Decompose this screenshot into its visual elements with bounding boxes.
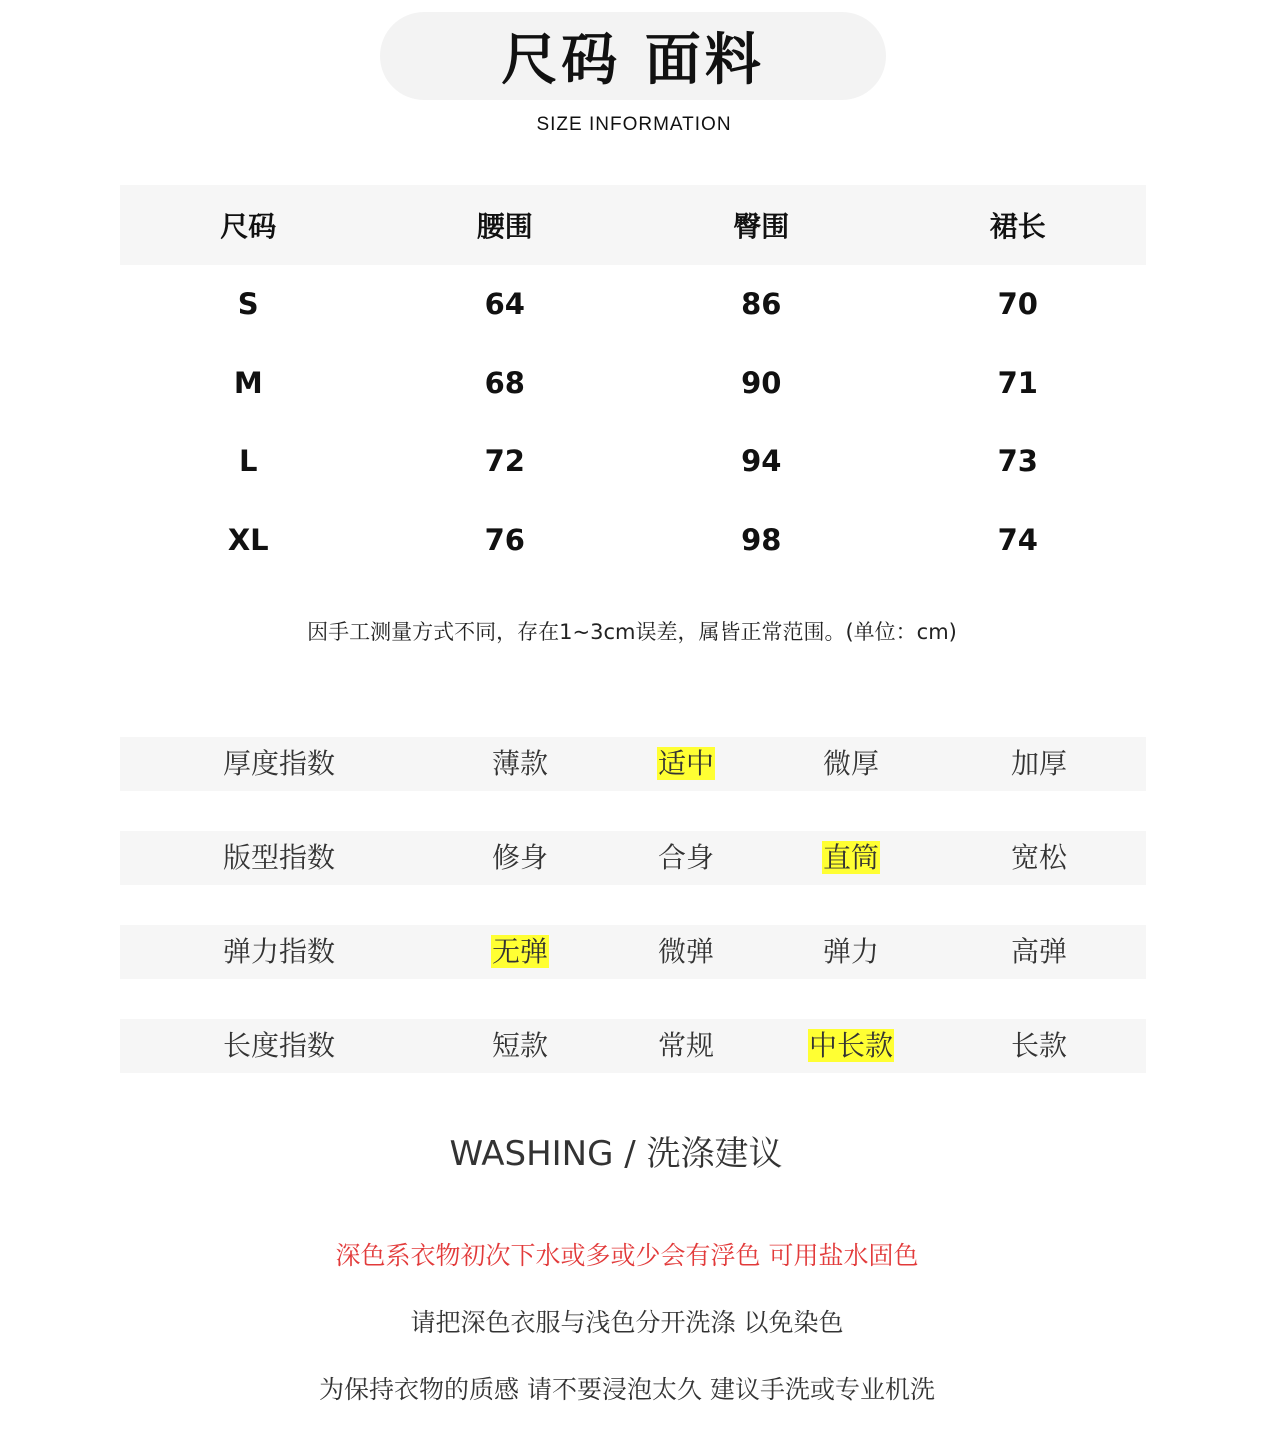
waist-cell: 64	[484, 287, 525, 322]
size-cell: L	[239, 444, 258, 479]
hip-cell: 86	[741, 287, 782, 322]
waist-cell: 76	[484, 522, 525, 557]
column-header: 尺码	[220, 210, 277, 243]
column-header: 裙长	[989, 210, 1046, 243]
column-header: 腰围	[476, 210, 533, 243]
waist-cell: 68	[484, 365, 525, 400]
length-index-row	[120, 1019, 1146, 1073]
table-row	[120, 344, 1146, 423]
index-option: 长款	[1010, 1029, 1068, 1062]
index-option: 合身	[657, 841, 715, 874]
column-header: 臀围	[733, 210, 790, 243]
index-option: 修身	[491, 841, 549, 874]
size-cell: M	[233, 365, 263, 400]
index-option: 薄款	[491, 747, 549, 780]
elasticity-index-row	[120, 925, 1146, 979]
size-cell: XL	[227, 522, 269, 557]
page-title: 尺码 面料	[501, 28, 765, 93]
index-option-selected: 无弹	[491, 935, 549, 968]
size-cell: S	[237, 287, 259, 322]
index-label: 厚度指数	[222, 747, 336, 780]
index-label: 版型指数	[222, 841, 336, 874]
length-cell: 73	[997, 444, 1038, 479]
size-table-header	[120, 185, 1146, 265]
index-option: 宽松	[1010, 841, 1068, 874]
index-option-selected: 适中	[657, 747, 715, 780]
washing-tip: 为保持衣物的质感 请不要浸泡太久 建议手洗或专业机洗	[319, 1375, 935, 1404]
washing-title: WASHING / 洗涤建议	[449, 1134, 783, 1174]
index-label: 弹力指数	[222, 935, 336, 968]
hip-cell: 98	[741, 522, 782, 557]
fit-index-row	[120, 831, 1146, 885]
measurement-note: 因手工测量方式不同，存在1~3cm误差，属皆正常范围。(单位：cm)	[307, 620, 957, 644]
index-option: 弹力	[822, 935, 880, 968]
washing-warning: 深色系衣物初次下水或多或少会有浮色 可用盐水固色	[335, 1241, 919, 1270]
table-row	[120, 422, 1146, 501]
table-row	[120, 265, 1146, 344]
length-cell: 74	[997, 522, 1038, 557]
index-label: 长度指数	[222, 1029, 336, 1062]
hip-cell: 90	[741, 365, 782, 400]
title-banner	[380, 12, 886, 100]
waist-cell: 72	[484, 444, 525, 479]
length-cell: 70	[997, 287, 1038, 322]
index-option: 常规	[657, 1029, 715, 1062]
index-option-selected: 直筒	[822, 841, 880, 874]
index-option-selected: 中长款	[808, 1029, 894, 1062]
table-row	[120, 501, 1146, 580]
index-option: 加厚	[1010, 747, 1068, 780]
thickness-index-row	[120, 737, 1146, 791]
index-option: 短款	[491, 1029, 549, 1062]
index-option: 微厚	[822, 747, 880, 780]
washing-tip: 请把深色衣服与浅色分开洗涤 以免染色	[410, 1308, 844, 1337]
length-cell: 71	[997, 365, 1038, 400]
page-subtitle: SIZE INFORMATION	[536, 114, 732, 135]
index-option: 高弹	[1010, 935, 1068, 968]
size-table	[120, 185, 1146, 579]
hip-cell: 94	[741, 444, 782, 479]
index-option: 微弹	[657, 935, 715, 968]
